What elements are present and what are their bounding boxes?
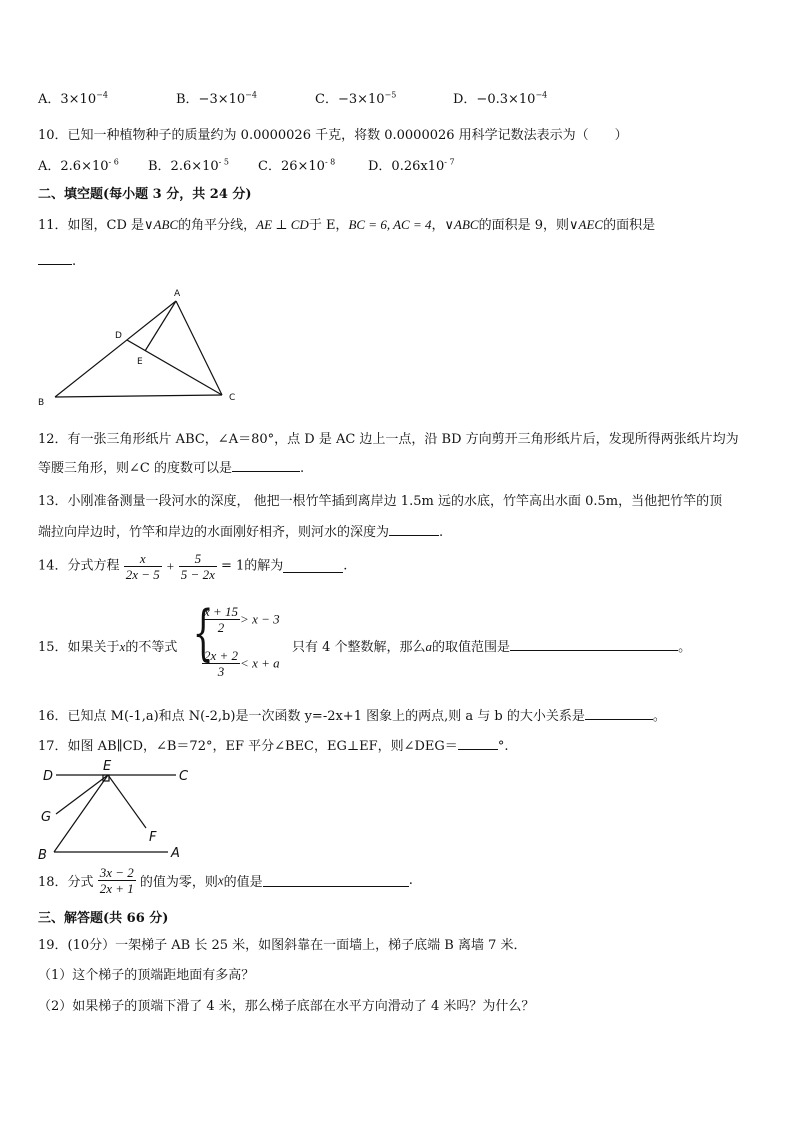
segment-ef [108, 775, 146, 828]
q9-option-b: B．$-3\times 10^{-4}$ [176, 90, 257, 107]
label-f: F [149, 830, 157, 845]
label-d: D [115, 331, 122, 341]
q9-option-d: D．$-0.3\times 10^{-4}$ [453, 90, 548, 107]
q9-option-a: A．$3\times 10^{-4}$ [38, 90, 108, 107]
q15-suffix: 只有 4 个整数解，那么a的取值范围是 。 [292, 639, 692, 655]
q14-answer-blank[interactable] [283, 560, 343, 573]
label-c: C [179, 769, 189, 784]
label-d: D [43, 769, 54, 784]
q14-stem: 14．分式方程 $\frac{x}{2x - 5}$ + $\frac{5}{5 - 2x}$ = 1的解为 . [38, 551, 348, 582]
section-answer-heading: 三、解答题(共 66 分) [38, 911, 169, 926]
q12-line1: 12．有一张三角形纸片 ABC，∠A＝80°，点 D 是 AC 边上一点，沿 BD 方向剪开三角形纸片后，发现所得两张纸片均为 [38, 432, 739, 447]
q11-answer-blank[interactable]: . [38, 252, 76, 269]
q12-answer-blank[interactable] [232, 459, 300, 472]
segment-be [54, 775, 108, 852]
segment-ac [176, 301, 222, 395]
segment-ae [145, 301, 176, 351]
q12-line2: 等腰三角形，则∠C 的度数可以是 . [38, 461, 305, 476]
q9-option-c: C．$-3\times 10^{-5}$ [315, 90, 397, 107]
q17-stem: 17．如图 AB∥CD，∠B＝72°，EF 平分∠BEC，EG⊥EF，则∠DEG＝ °. [38, 739, 509, 754]
q17-parallel-lines-figure [36, 758, 196, 862]
label-a: A [171, 846, 180, 861]
label-c: C [229, 393, 236, 403]
q18-answer-blank[interactable] [263, 874, 409, 887]
label-g: G [41, 810, 52, 825]
q11-triangle-figure [30, 284, 260, 410]
q17-answer-blank[interactable] [458, 737, 498, 750]
segment-dc [127, 340, 222, 395]
label-e: E [137, 357, 143, 367]
q10-option-a: A．$2.6\times 10^{- 6}$ [38, 157, 119, 174]
section-fill-in-heading: 二、填空题(每小题 3 分，共 24 分) [38, 187, 252, 202]
label-b: B [38, 398, 45, 408]
segment-bc [55, 395, 222, 397]
label-b: B [38, 848, 47, 862]
q15-inequality-1: $\frac{x + 15}{2}$ > x − 3 [204, 604, 280, 635]
q11-stem: 11．如图，CD 是∨ABC的角平分线，AE ⊥ CD于 E，BC = 6, AC = 4，∨ABC的面积是 9，则∨AEC的面积是 [38, 217, 656, 233]
q13-line1: 13．小刚准备测量一段河水的深度， 他把一根竹竿插到离岸边 1.5m 远的水底，竹竿高出水面 0.5m，当他把竹竿的顶 [38, 494, 723, 509]
q16-stem: 16．已知点 M(-1,a)和点 N(-2,b)是一次函数 y=-2x+1 图象上的两点,则 a 与 b 的大小关系是 。 [38, 709, 666, 724]
segment-eg [56, 775, 108, 814]
q18-stem: 18．分式 $\frac{3x - 2}{2x + 1}$ 的值为零，则x的值是 . [38, 865, 413, 896]
label-e: E [103, 759, 112, 774]
q15-answer-blank[interactable] [510, 638, 678, 651]
q13-answer-blank[interactable] [389, 523, 439, 536]
q13-line2: 端拉向岸边时，竹竿和岸边的水面刚好相齐，则河水的深度为 . [38, 525, 444, 540]
q15-inequality-2: $\frac{2x + 2}{3}$ < x + a [204, 648, 280, 679]
q10-option-d: D．$0.26x10^{- 7}$ [368, 157, 455, 174]
q15-brace: { [192, 598, 214, 668]
q19-sub1: （1）这个梯子的顶端距地面有多高？ [38, 968, 255, 983]
q19-stem: 19．(10分）一架梯子 AB 长 25 米，如图斜靠在一面墙上，梯子底端 B 离墙 7 米． [38, 938, 527, 953]
q10-stem: 10．已知一种植物种子的质量约为 0.0000026 千克，将数 0.0000026 用科学记数法表示为（ ） [38, 128, 628, 143]
segment-ba [55, 301, 176, 397]
q16-answer-blank[interactable] [585, 707, 653, 720]
q10-option-c: C．$26\times 10^{- 8}$ [258, 157, 336, 174]
label-a: A [174, 289, 181, 299]
q10-option-b: B．$2.6\times 10^{- 5}$ [148, 157, 230, 174]
q19-sub2: （2）如果梯子的顶端下滑了 4 米，那么梯子底部在水平方向滑动了 4 米吗？为什么？ [38, 999, 535, 1014]
q15-prefix: 15．如果关于x的不等式 [38, 639, 178, 655]
